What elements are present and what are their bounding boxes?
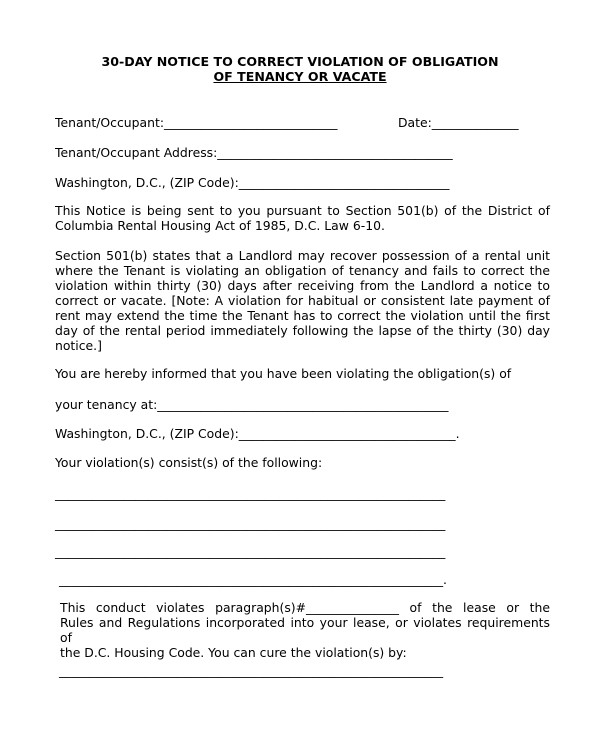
violations-intro: Your violation(s) consist(s) of the following: [55, 455, 323, 470]
notice-line: Columbia Rental Housing Act of 1985, D.C. Law 6-10. [55, 218, 385, 233]
notice-paragraph [55, 203, 550, 233]
section-line: notice.] [55, 338, 102, 353]
violation-blank-line-2[interactable]: _______________________________________________________________ [55, 516, 446, 531]
section-line: day of the rental period immediately following the lapse of the thirty (30) day [55, 323, 550, 338]
section-line: rent may extend the time the Tenant has to correct the violation until the first [55, 308, 550, 323]
conduct-paragraph [60, 600, 550, 660]
section-501b-paragraph [55, 248, 550, 353]
document-title-line-1: 30-DAY NOTICE TO CORRECT VIOLATION OF OBLIGATION [101, 54, 499, 69]
document-title-line-2: OF TENANCY OR VACATE [213, 69, 387, 84]
notice-line: This Notice is being sent to you pursuant to Section 501(b) of the District of [55, 203, 550, 218]
tenant-occupant-field[interactable]: Tenant/Occupant:____________________________ [55, 115, 338, 130]
violation-blank-line-1[interactable]: _______________________________________________________________ [55, 486, 446, 501]
zip-code-field-1[interactable]: Washington, D.C., (ZIP Code):__________________________________ [55, 175, 450, 190]
conduct-line: the D.C. Housing Code. You can cure the violation(s) by: [60, 645, 407, 660]
tenant-address-field[interactable]: Tenant/Occupant Address:______________________________________ [55, 145, 453, 160]
tenancy-address-field[interactable]: your tenancy at:_______________________________________________ [55, 397, 449, 412]
cure-blank-line[interactable]: ______________________________________________________________ [55, 663, 444, 678]
violation-blank-line-4[interactable]: ______________________________________________________________. [55, 572, 447, 587]
informed-line: You are hereby informed that you have been violating the obligation(s) of [55, 366, 512, 381]
conduct-line: Rules and Regulations incorporated into your lease, or violates requirements of [60, 615, 550, 645]
date-field[interactable]: Date:______________ [398, 115, 519, 130]
section-line: violation within thirty (30) days after receiving from the Landlord a notice to [55, 278, 550, 293]
violation-blank-line-3[interactable]: _______________________________________________________________ [55, 544, 446, 559]
conduct-line: This conduct violates paragraph(s)#_______________ of the lease or the [60, 600, 550, 615]
section-line: where the Tenant is violating an obligation of tenancy and fails to correct the [55, 263, 550, 278]
zip-code-field-2[interactable]: Washington, D.C., (ZIP Code):___________________________________. [55, 426, 460, 441]
section-line: correct or vacate. [Note: A violation for habitual or consistent late payment of [55, 293, 550, 308]
section-line: Section 501(b) states that a Landlord may recover possession of a rental unit [55, 248, 550, 263]
